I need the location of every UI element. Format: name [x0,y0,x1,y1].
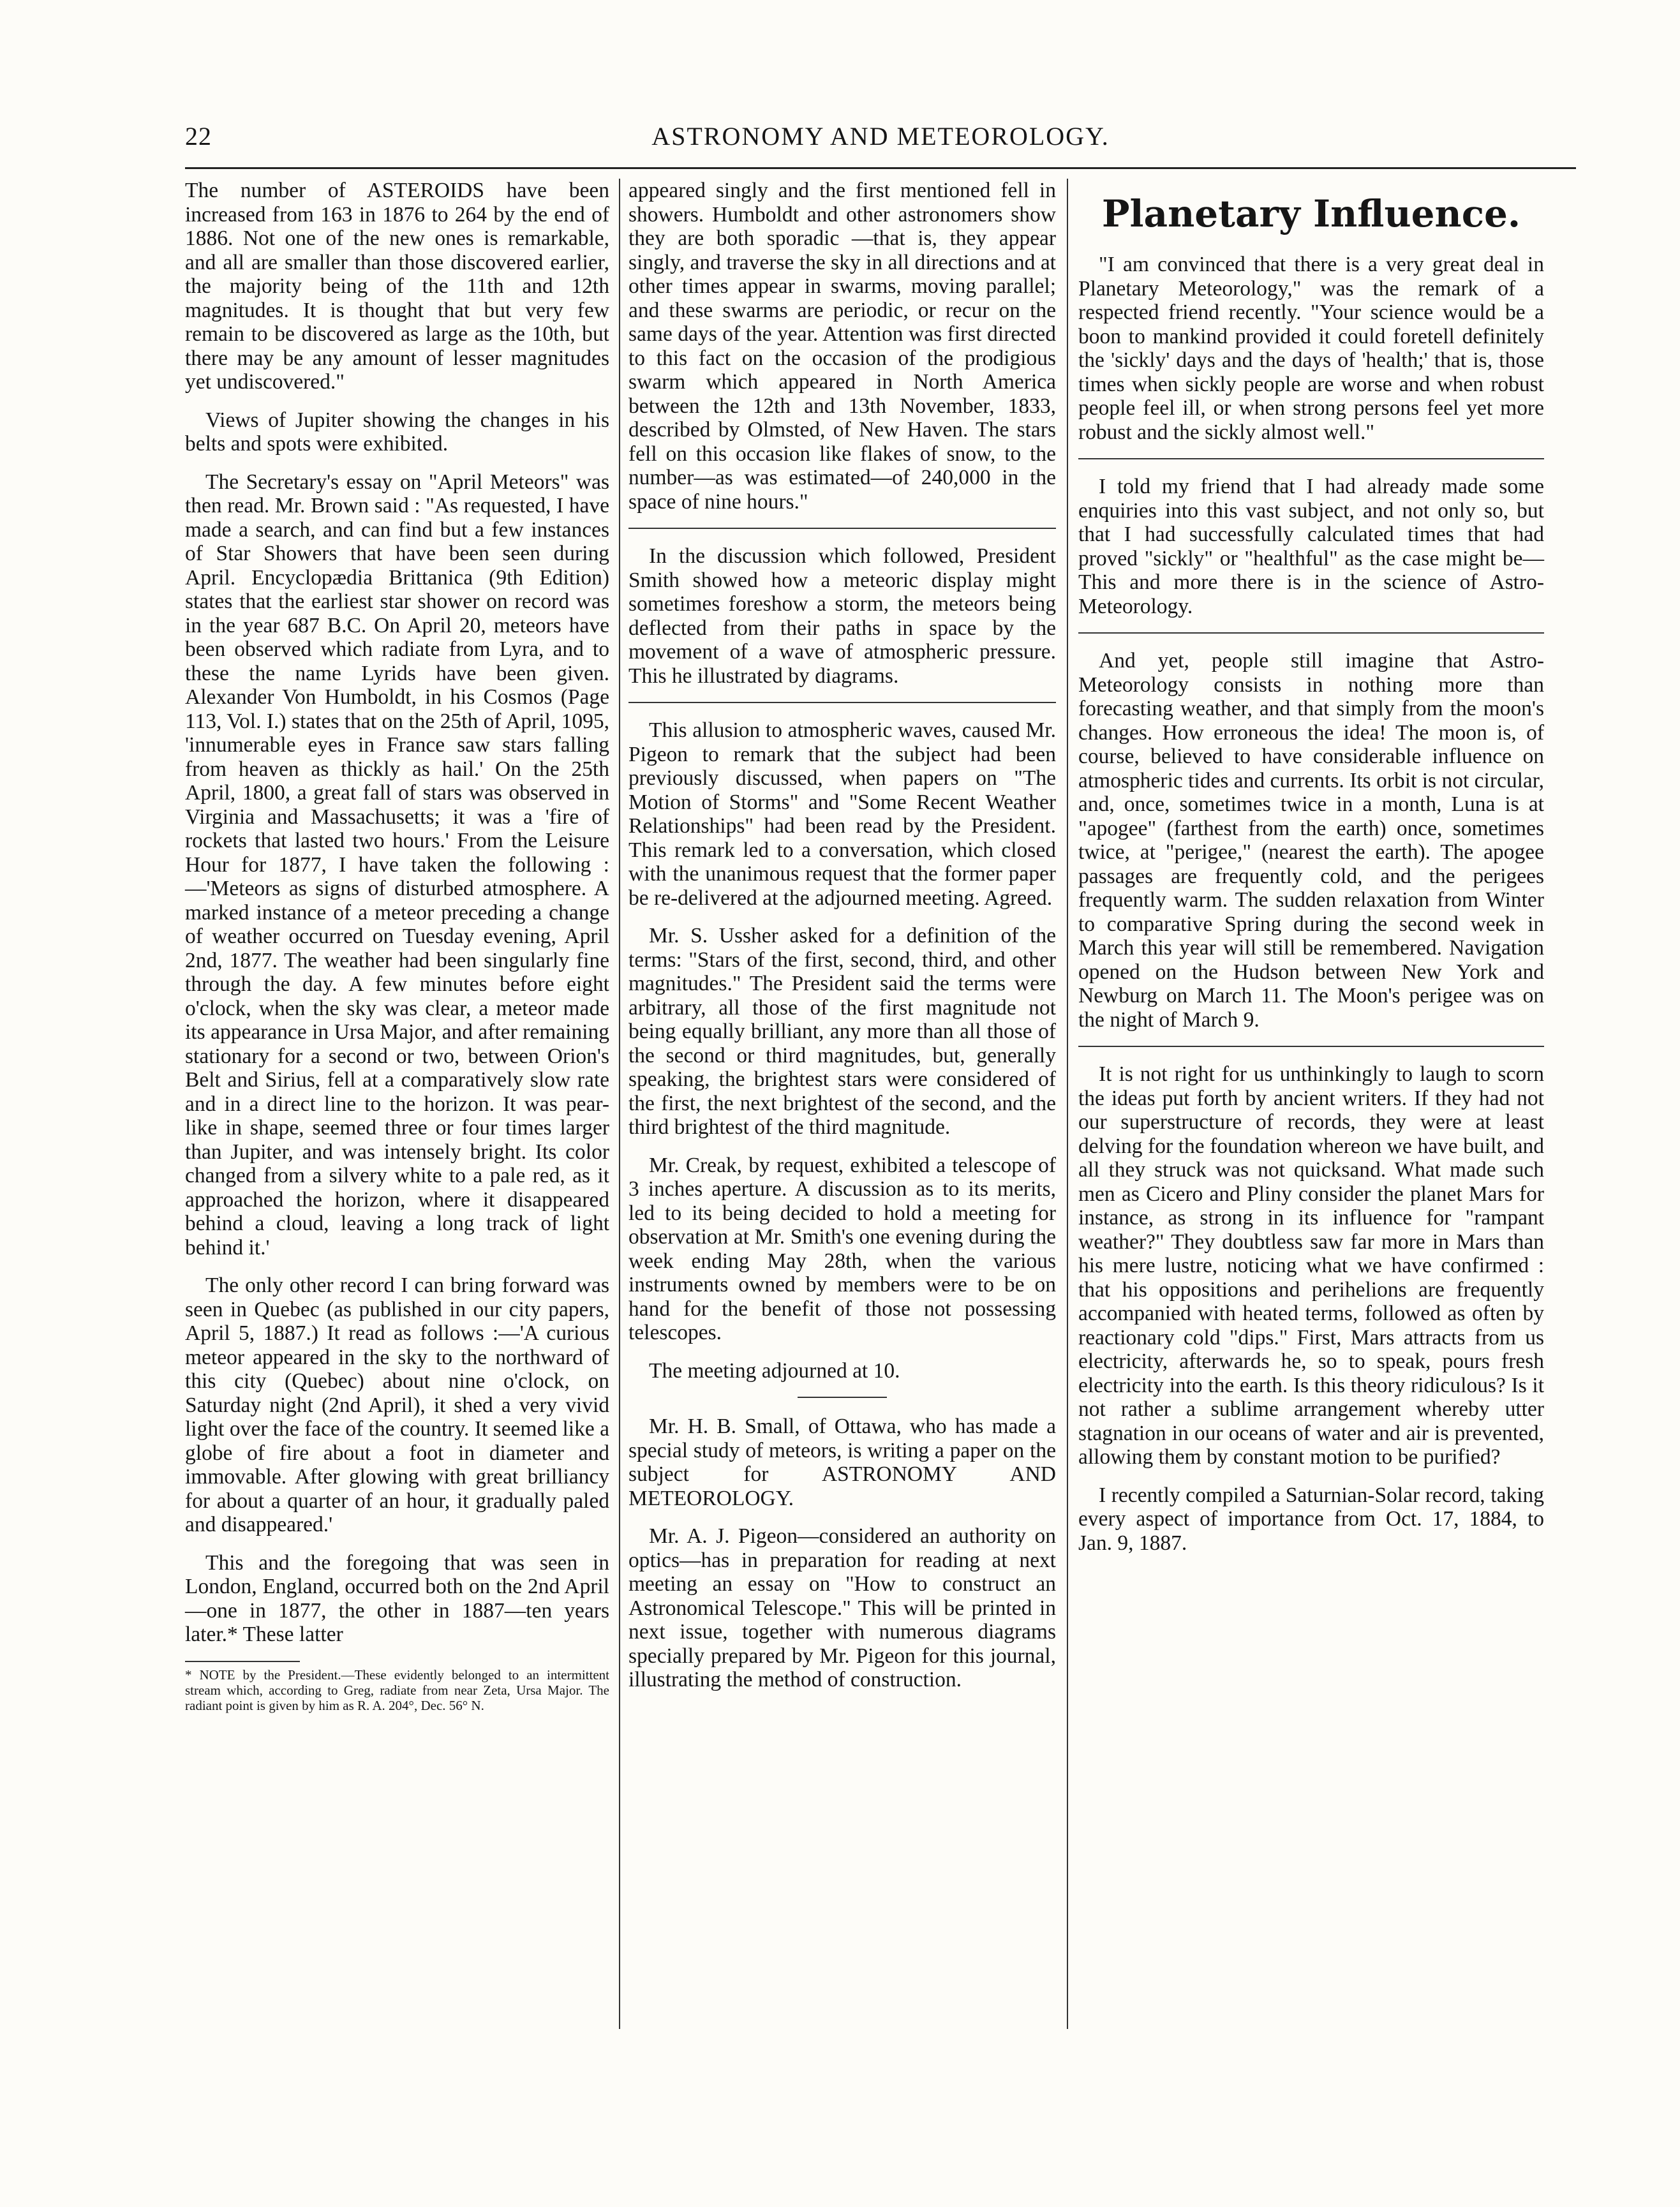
ornamental-rule [798,1397,887,1398]
footnote: * NOTE by the President.—These evidently belonged to an intermittent stream which, according to Greg, radiate from near Zeta, Ursa Major. The radiant point is given by him as R. A. 204°, Dec. 56° N. [185,1667,609,1713]
paragraph: appeared singly and the first mentioned fell in showers. Humboldt and other astronomers show they are both sporadic —that is, they appear singly, and traverse the sky in all directions and at other times appear in swarms, moving parallel; and these swarms are periodic, or recur on the same days of the year. Attention was first directed to this fact on the occasion of the prodigious swarm which appeared in North America between the 12th and 13th November, 1833, described by Olmsted, of New Haven. The stars fell on this occasion like flakes of snow, to the number—as was estimated—of 240,000 in the space of nine hours." [628,179,1056,514]
column-divider-1 [619,179,620,2029]
section-rule [1078,458,1544,459]
paragraph: Mr. A. J. Pigeon—considered an authority on optics—has in preparation for reading at next meeting an essay on "How to construct an Astronomical Telescope." This will be printed in next issue, together with numerous diagrams specially prepared by Mr. Pigeon for this journal, illustrating the method of construction. [628,1524,1056,1691]
paragraph: Mr. S. Ussher asked for a definition of the terms: "Stars of the first, second, third, and other magnitudes." The President said the terms were arbitrary, all those of the first magnitude not being equally brilliant, any more than all those of the second or third magnitudes, but, generally speaking, the brightest stars were considered of the first, the next brightest of the second, and the third brightest of the third magnitude. [628,924,1056,1139]
paragraph: The only other record I can bring forward was seen in Quebec (as published in our city papers, April 5, 1887.) It read as follows :—'A curious meteor appeared in the sky to the northward of this city (Quebec) about nine o'clock, on Saturday night (2nd April), it shed a very vivid light over the face of the country. It seemed like a globe of fire about a foot in diameter and immovable. After glowing with great brilliancy for about a quarter of an hour, it gradually paled and disappeared.' [185,1274,609,1536]
section-rule [628,702,1056,703]
column-3 [1078,179,1544,1569]
paragraph: I recently compiled a Saturnian-Solar record, taking every aspect of importance from Oct. 17, 1884, to Jan. 9, 1887. [1078,1483,1544,1555]
paragraph: The meeting adjourned at 10. [649,1358,900,1383]
running-title: ASTRONOMY AND METEOROLOGY. [651,122,1110,151]
paragraph: The number of ASTEROIDS have been increased from 163 in 1876 to 264 by the end of 1886. Not one of the new ones is remarkable, and all are smaller than those discovered earlier, the majority being of the 11th and 12th magnitudes. It is thought that but very few remain to be discovered as large as the 10th, but there may be any amount of lesser magnitudes yet undiscovered." [185,179,609,394]
page-number: 22 [185,122,212,151]
paragraph: "I am convinced that there is a very great deal in Planetary Meteorology," was the remark of a respected friend recently. "Your science would be a boon to mankind provided it could foretell definitely the 'sickly' days and the days of 'health;' that is, those times when sickly people are worse and when robust people feel ill, or when strong persons feel yet more robust and the sickly almost well." [1078,253,1544,444]
section-rule [1078,632,1544,634]
paragraph: I told my friend that I had already made some enquiries into this vast subject, and not only so, but that I had successfully calculated times that had proved "sickly" or "healthful" as the case might be—This and more there is in the science of Astro-Meteorology. [1078,475,1544,618]
paragraph: Mr. H. B. Small, of Ottawa, who has made a special study of meteors, is writing a paper on the subject for ASTRONOMY AND METEOROLOGY. [628,1415,1056,1510]
paragraph: And yet, people still imagine that Astro-Meteorology consists in nothing more than forecasting weather, and that simply from the moon's changes. How erroneous the idea! The moon is, of course, believed to have considerable influence on atmospheric tides and currents. Its orbit is not circular, and, once, sometimes twice in a month, Luna is at "apogee" (farthest from the earth) once, sometimes twice, at "perigee," (nearest the earth). The apogee passages are frequently cold, and the perigees frequently warm. The sudden relaxation from Winter to comparative Spring during the second week in March this year will still be remembered. Navigation opened on the Hudson between New York and Newburg on March 11. The Moon's perigee was on the night of March 9. [1078,649,1544,1032]
paragraph: The Secretary's essay on "April Meteors" was then read. Mr. Brown said : "As requested, I have made a search, and can find but a few instances of Star Showers that have been seen during April. Encyclopædia Brittanica (9th Edition) states that the earliest star shower on record was in the year 687 B.C. On April 20, meteors have been observed which radiate from Lyra, and to these the name Lyrids have been given. Alexander Von Humboldt, in his Cosmos (Page 113, Vol. I.) states that on the 25th of April, 1095, 'innumerable eyes in France saw stars falling from heaven as thickly as hail.' On the 25th April, 1800, a great fall of stars was observed in Virginia and Massachusetts; it was a 'fire of rockets that lasted two hours.' From the Leisure Hour for 1877, I have taken the following :—'Meteors as signs of disturbed atmosphere. A marked instance of a meteor preceding a change of weather occurred on Tuesday evening, April 2nd, 1877. The weather had been singularly fine through the day. A few minutes before eight o'clock, when the sky was clear, a meteor made its appearance in Ursa Major, and after remaining stationary for a second or two, between Orion's Belt and Sirius, fell at a comparatively slow rate and in a direct line to the horizon. It was pear-like in shape, seemed three or four times larger than Jupiter, and was intensely bright. Its color changed from a silvery white to a pale red, as it approached the horizon, where it disappeared behind a cloud, leaving a long track of light behind it.' [185,470,609,1260]
paragraph: Mr. Creak, by request, exhibited a telescope of 3 inches aperture. A discussion as to its merits, led to its being decided to hold a meeting for observation at Mr. Smith's one evening during the week ending May 28th, when the various instruments owned by members were to be on hand for the benefit of those not possessing telescopes. [628,1153,1056,1344]
paragraph: This allusion to atmospheric waves, caused Mr. Pigeon to remark that the subject had been previously discussed, when papers on "The Motion of Storms" and "Some Recent Weather Relationships" had been read by the President. This remark led to a conversation, which closed with the unanimous request that the former paper be re-delivered at the adjourned meeting. Agreed. [628,718,1056,910]
paragraph: Views of Jupiter showing the changes in his belts and spots were exhibited. [185,408,609,456]
section-rule [628,528,1056,529]
section-rule [1078,1046,1544,1047]
page-header [185,121,1576,160]
paragraph: In the discussion which followed, President Smith showed how a meteoric display might sometimes foreshow a storm, the meteors being deflected from their paths in space by the movement of a wave of atmospheric pressure. This he illustrated by diagrams. [628,544,1056,688]
footnote-rule [185,1661,300,1662]
column-2 [628,179,1056,1706]
column-1 [185,179,609,1713]
paragraph: This and the foregoing that was seen in London, England, occurred both on the 2nd April—one in 1877, the other in 1887—ten years later.* These latter [185,1550,609,1646]
column-divider-2 [1067,179,1068,2029]
section-heading: Planetary Influence. [1101,192,1521,235]
paragraph: It is not right for us unthinkingly to laugh to scorn the ideas put forth by ancient writers. If they had not our superstructure of records, they were at least delving for the foundation whereon we have built, and all they struck was not quicksand. What made such men as Cicero and Pliny consider the planet Mars for instance, as strong in its influence for "rampant weather?" They doubtless saw far more in Mars than his mere lustre, noticing what we have confirmed : that his oppositions and perihelions are frequently accompanied with heated terms, followed as often by reactionary cold "dips." First, Mars attracts from us electricity, afterwards he, so to speak, pours fresh electricity into the earth. Is this theory ridiculous? Is it not rather a sublime arrangement whereby utter stagnation in our oceans of water and air is prevented, allowing them by constant motion to be purified? [1078,1062,1544,1469]
header-rule [185,167,1576,169]
